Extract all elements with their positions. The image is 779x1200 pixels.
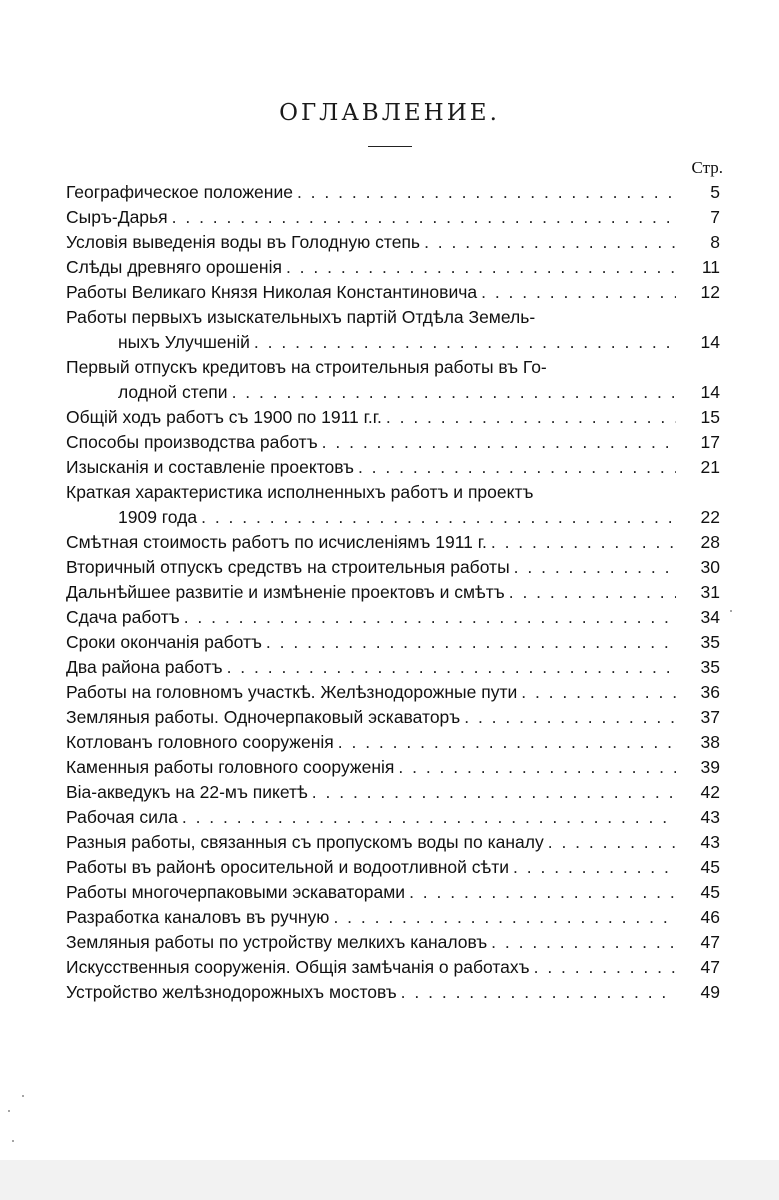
paper-speck [12, 1140, 14, 1142]
toc-entry-page-number: 49 [700, 982, 720, 1002]
dot-leader [358, 455, 676, 480]
toc-entry-title: Работы въ районѣ оросительной и водоотливной сѣти [66, 857, 510, 877]
toc-entry[interactable] [66, 780, 720, 805]
toc-entry[interactable] [66, 330, 720, 355]
dot-leader [266, 630, 676, 655]
dot-leader [286, 255, 676, 280]
page-column-label: Стр. [691, 158, 723, 177]
toc-entry[interactable] [66, 830, 720, 855]
toc-entry-title: Земляныя работы по устройству мелкихъ каналовъ [66, 932, 488, 952]
dot-leader [297, 180, 676, 205]
toc-entry-title: Сдача работъ [66, 607, 180, 627]
toc-entry[interactable] [66, 755, 720, 780]
toc-entry-title: 1909 года [118, 507, 198, 527]
toc-entry[interactable] [66, 555, 720, 580]
page-title: ОГЛАВЛЕНИЕ. [279, 100, 500, 126]
toc-entry-title: Слѣды древняго орошенія [66, 257, 282, 277]
toc-entry[interactable] [66, 255, 720, 280]
dot-leader [513, 855, 676, 880]
toc-entry-page-number: 39 [700, 757, 720, 777]
toc-entry-title: лодной степи [118, 382, 228, 402]
toc-entry-title: Способы производства работъ [66, 432, 318, 452]
toc-entry-page-number: 11 [701, 257, 720, 277]
toc-entry-title: Географическое положение [66, 182, 293, 202]
table-of-contents [66, 180, 720, 1005]
toc-entry[interactable] [66, 580, 720, 605]
dot-leader [184, 605, 676, 630]
toc-entry[interactable] [66, 630, 720, 655]
toc-entry-page-number: 43 [700, 832, 720, 852]
toc-entry-page-number: 17 [700, 432, 720, 452]
dot-leader [424, 230, 676, 255]
dot-leader [521, 680, 676, 705]
toc-entry[interactable] [66, 530, 720, 555]
dot-leader [172, 205, 676, 230]
toc-entry[interactable] [66, 405, 720, 430]
toc-entry-title: Разработка каналовъ въ ручную [66, 907, 330, 927]
toc-entry-page-number: 47 [700, 957, 720, 977]
toc-entry-page-number: 45 [700, 882, 720, 902]
dot-leader [322, 430, 676, 455]
paper-speck [730, 610, 732, 612]
dot-leader [338, 730, 676, 755]
toc-entry-page-number: 43 [700, 807, 720, 827]
toc-entry-page-number: 14 [700, 382, 720, 402]
toc-entry-page-number: 15 [700, 407, 720, 427]
toc-entry-title: Устройство желѣзнодорожныхъ мостовъ [66, 982, 397, 1002]
toc-entry-page-number: 28 [700, 532, 720, 552]
toc-entry-title: Віа-акведукъ на 22-мъ пикетѣ [66, 782, 308, 802]
toc-entry[interactable] [66, 680, 720, 705]
dot-leader [491, 530, 676, 555]
toc-entry-first-line: Работы первыхъ изыскательныхъ партій Отдѣла Земель- [66, 307, 536, 327]
toc-entry-page-number: 46 [700, 907, 720, 927]
title-rule [368, 146, 412, 147]
toc-entry-title: Вторичный отпускъ средствъ на строительныя работы [66, 557, 510, 577]
toc-entry[interactable] [66, 280, 720, 305]
dot-leader [201, 505, 676, 530]
toc-entry-page-number: 38 [700, 732, 720, 752]
dot-leader [409, 880, 676, 905]
toc-entry-title: Условія выведенія воды въ Голодную степь [66, 232, 421, 252]
toc-entry-title: Котлованъ головного сооруженія [66, 732, 334, 752]
toc-entry-first-line: Краткая характеристика исполненныхъ работъ и проектъ [66, 482, 534, 502]
toc-entry-title: Два района работъ [66, 657, 223, 677]
paper-speck [8, 1110, 10, 1112]
toc-entry-title: Работы на головномъ участкѣ. Желѣзнодорожные пути [66, 682, 518, 702]
toc-entry[interactable] [66, 655, 720, 680]
dot-leader [514, 555, 676, 580]
scan-bottom-margin [0, 1160, 779, 1200]
toc-entry[interactable] [66, 705, 720, 730]
toc-entry[interactable] [66, 955, 720, 980]
dot-leader [254, 330, 676, 355]
toc-entry[interactable] [66, 430, 720, 455]
toc-entry[interactable] [66, 180, 720, 205]
toc-entry-page-number: 8 [710, 232, 720, 252]
toc-entry[interactable] [66, 930, 720, 955]
toc-entry[interactable] [66, 880, 720, 905]
toc-entry-title: Каменныя работы головного сооруженія [66, 757, 395, 777]
dot-leader [481, 280, 676, 305]
toc-entry-page-number: 22 [700, 507, 720, 527]
dot-leader [509, 580, 676, 605]
toc-entry[interactable] [66, 730, 720, 755]
toc-entry-page-number: 12 [700, 282, 720, 302]
toc-entry[interactable] [66, 205, 720, 230]
toc-entry-title: Дальнѣйшее развитіе и измѣненіе проектовъ и смѣтъ [66, 582, 505, 602]
dot-leader [398, 755, 676, 780]
toc-entry-page-number: 30 [700, 557, 720, 577]
dot-leader [312, 780, 676, 805]
dot-leader [534, 955, 676, 980]
dot-leader [232, 380, 676, 405]
dot-leader [464, 705, 676, 730]
toc-entry-title: Разныя работы, связанныя съ пропускомъ воды по каналу [66, 832, 544, 852]
dot-leader [386, 405, 676, 430]
toc-entry[interactable] [66, 505, 720, 530]
toc-entry-title: Сроки окончанія работъ [66, 632, 262, 652]
toc-entry-title: Рабочая сила [66, 807, 178, 827]
toc-entry-page-number: 35 [700, 657, 720, 677]
toc-entry-page-number: 34 [700, 607, 720, 627]
toc-entry[interactable] [66, 605, 720, 630]
dot-leader [182, 805, 676, 830]
dot-leader [491, 930, 676, 955]
toc-entry-page-number: 42 [700, 782, 720, 802]
toc-entry-title: Земляныя работы. Одночерпаковый эскаваторъ [66, 707, 461, 727]
toc-entry-title: Сыръ-Дарья [66, 207, 168, 227]
toc-entry-page-number: 14 [700, 332, 720, 352]
paper-speck [22, 1095, 24, 1097]
toc-entry-page-number: 7 [710, 207, 720, 227]
toc-entry[interactable] [66, 230, 720, 255]
toc-entry-first-line: Первый отпускъ кредитовъ на строительныя работы въ Го- [66, 357, 547, 377]
toc-entry[interactable] [66, 455, 720, 480]
toc-entry[interactable] [66, 380, 720, 405]
toc-entry-page-number: 21 [700, 457, 720, 477]
toc-entry-page-number: 47 [700, 932, 720, 952]
toc-entry-title: Общій ходъ работъ съ 1900 по 1911 г.г. [66, 407, 382, 427]
dot-leader [548, 830, 676, 855]
dot-leader [401, 980, 676, 1005]
toc-entry[interactable] [66, 805, 720, 830]
toc-entry[interactable] [66, 855, 720, 880]
toc-entry-title: Работы Великаго Князя Николая Константиновича [66, 282, 478, 302]
toc-entry-page-number: 45 [700, 857, 720, 877]
toc-entry-page-number: 5 [710, 182, 720, 202]
toc-entry-title: Изысканія и составленіе проектовъ [66, 457, 354, 477]
toc-entry[interactable] [66, 980, 720, 1005]
dot-leader [333, 905, 676, 930]
toc-entry[interactable] [66, 905, 720, 930]
toc-entry-title: Смѣтная стоимость работъ по исчисленіямъ 1911 г. [66, 532, 487, 552]
toc-entry-page-number: 35 [700, 632, 720, 652]
toc-entry-title: Работы многочерпаковыми эскаваторами [66, 882, 406, 902]
dot-leader [227, 655, 676, 680]
toc-entry-page-number: 31 [700, 582, 720, 602]
toc-entry-title: Искусственныя сооруженія. Общія замѣчанія о работахъ [66, 957, 530, 977]
toc-entry-title: ныхъ Улучшеній [118, 332, 250, 352]
toc-entry-page-number: 37 [700, 707, 720, 727]
toc-entry-page-number: 36 [700, 682, 720, 702]
